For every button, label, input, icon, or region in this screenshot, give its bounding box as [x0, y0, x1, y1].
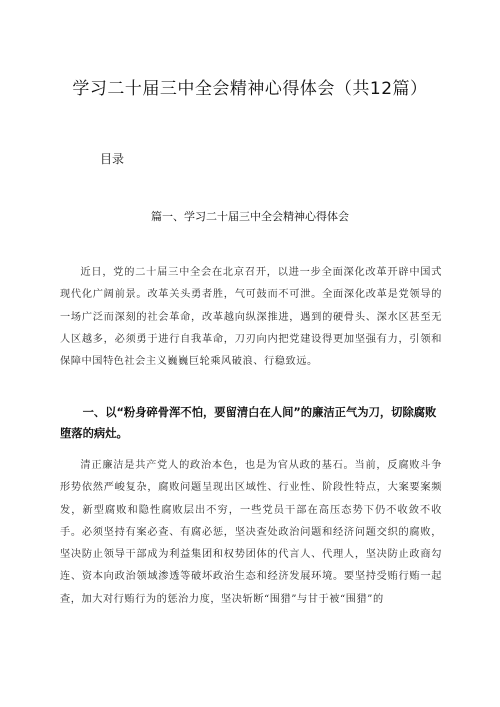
- section-heading: 篇一、学习二十届三中全会精神心得体会: [151, 210, 349, 223]
- body-paragraph-intro: 近日，党的二十届三中全会在北京召开，以进一步全面深化改革开辟中国式现代化广阔前景。改革关头勇者胜，气可鼓而不可泄。全面深化改革是党领导的一场广泛而深刻的社会革命，改革越向纵深推进，遇到的硬骨头、深水区甚至无人区越多，必须勇于进行自我革命，刀刃向内把党建设得更加坚强有力，引领和保障中国特色社会主义巍巍巨轮乘风破浪、行稳致远。: [60, 267, 442, 368]
- table-of-contents-label: 目录: [100, 152, 125, 166]
- body-paragraph: 清正廉洁是共产党人的政治本色，也是为官从政的基石。当前，反腐败斗争形势依然严峻复杂，腐败问题呈现出区域性、行业性、阶段性特点，大案要案频发，新型腐败和隐性腐败层出不穷，一些党员干部在高压态势下仍不收敛不收手。必须坚持有案必查、有腐必惩，坚决查处政治问题和经济问题交织的腐败，坚决防止领导干部成为利益集团和权势团体的代言人、代理人，坚决防止政商勾连、资本向政治领域渗透等破坏政治生态和经济发展环境。要坚持受贿行贿一起查，加大对行贿行为的惩治力度，坚决斩断“围猎”与甘于被“围猎”的: [60, 460, 442, 605]
- subsection-heading: 一、以“粉身碎骨浑不怕，要留清白在人间”的廉洁正气为刀，切除腐败堕落的病灶。: [60, 406, 437, 440]
- document-title: 学习二十届三中全会精神心得体会（共12篇）: [72, 79, 428, 99]
